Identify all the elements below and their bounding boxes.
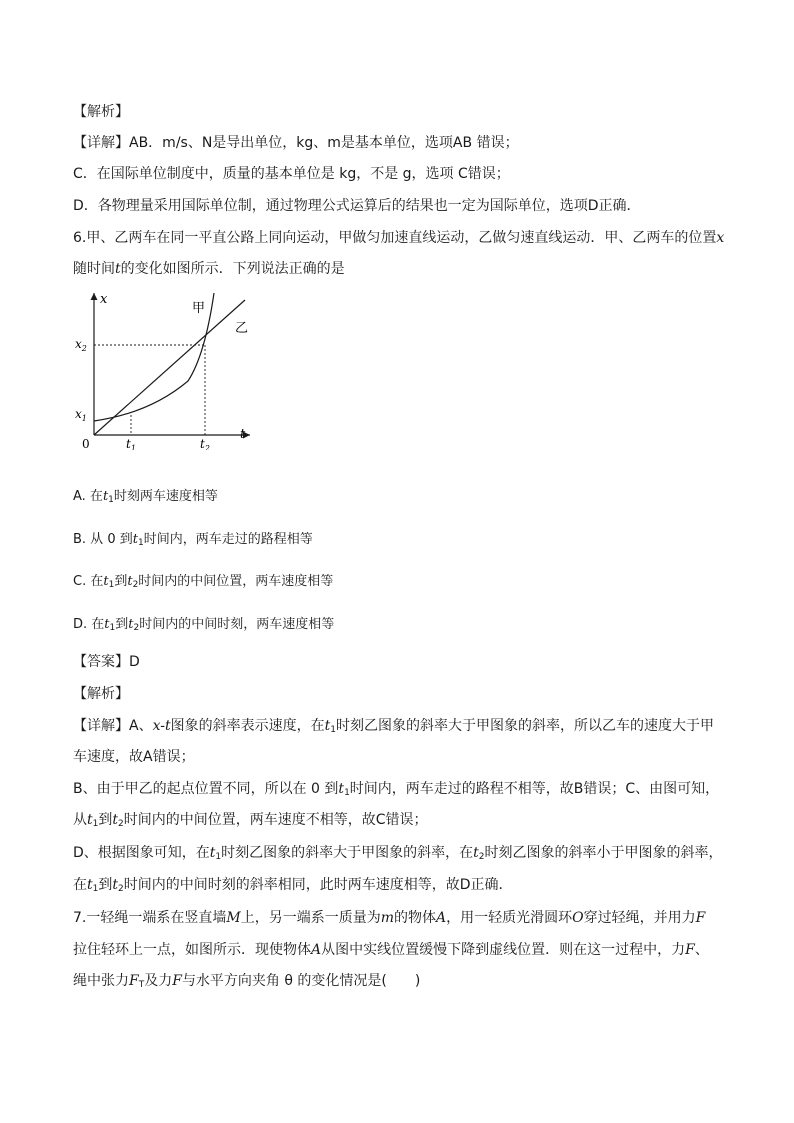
analysis-heading-1: 【解析】 <box>73 104 129 120</box>
curve-a-label: 甲 <box>192 301 206 316</box>
y-axis-label: x <box>100 292 108 307</box>
answer-line: 【答案】D <box>73 654 140 670</box>
x1-label: $x_1$ <box>75 407 87 423</box>
x-axis-label: t <box>240 427 246 442</box>
analysis-heading-2: 【解析】 <box>73 686 129 702</box>
option-a[interactable]: A. 在$t_1$时刻两车速度相等 <box>73 489 218 505</box>
option-b[interactable]: B. 从 0 到$t_1$时间内，两车走过的路程相等 <box>73 532 313 548</box>
q7-stem-line2: 拉住轻环上一点，如图所示．现使物体A从图中实线位置缓慢下降到虚线位置．则在这一过程中，力F、 <box>73 942 709 958</box>
explain-line-5: D、根据图象可知，在$t_1$时刻乙图象的斜率大于甲图象的斜率，在$t_2$时刻乙图象的斜率小于甲图象的斜率， <box>73 845 723 862</box>
q6-stem-line2: 随时间t的变化如图所示．下列说法正确的是 <box>73 261 345 277</box>
line-b-straight <box>94 300 245 435</box>
explain-line-6: 在$t_1$到$t_2$时间内的中间时刻的斜率相同，此时两车速度相等，故D正确． <box>73 877 513 894</box>
detail-line-d: D．各物理量采用国际单位制，通过物理公式运算后的结果也一定为国际单位，选项D正确． <box>73 198 641 214</box>
option-c[interactable]: C. 在$t_1$到$t_2$时间内的中间位置，两车速度相等 <box>73 574 334 590</box>
explain-line-2: 车速度，故A错误； <box>73 749 195 765</box>
explain-line-3: B、由于甲乙的起点位置不同，所以在 0 到$t_1$时间内，两车走过的路程不相等，故B错误；C、由图可知， <box>73 781 720 798</box>
option-d[interactable]: D. 在$t_1$到$t_2$时间内的中间时刻，两车速度相等 <box>73 617 335 633</box>
t2-label: $t_2$ <box>200 437 210 450</box>
q6-stem-line1: 6.甲、乙两车在同一平直公路上同向运动，甲做匀加速直线运动，乙做匀速直线运动．甲、乙两车的位置x <box>73 230 725 246</box>
x2-label: $x_2$ <box>75 337 87 353</box>
detail-line-ab: 【详解】AB．m/s、N是导出单位，kg、m是基本单位，选项AB 错误； <box>73 135 519 151</box>
q7-stem-line1: 7.一轻绳一端系在竖直墙M上，另一端系一质量为m的物体A，用一轻质光滑圆环O穿过轻绳，并用力F <box>73 910 706 926</box>
t1-label: $t_1$ <box>126 437 136 450</box>
q6-position-time-graph <box>70 285 260 450</box>
detail-line-c: C．在国际单位制度中，质量的基本单位是 kg，不是 g，选项 C错误； <box>73 166 510 182</box>
explain-line-1: 【详解】A、x-t图象的斜率表示速度，在$t_1$时刻乙图象的斜率大于甲图象的斜率，所以乙车的速度大于甲 <box>73 718 714 735</box>
explain-line-4: 从$t_1$到$t_2$时间内的中间位置，两车速度不相等，故C错误； <box>73 812 428 829</box>
q7-stem-line3: 绳中张力$F_T$及力F与水平方向夹角 θ 的变化情况是( ) <box>73 973 421 990</box>
line-b-label: 乙 <box>235 321 249 336</box>
origin-label: 0 <box>82 437 90 450</box>
